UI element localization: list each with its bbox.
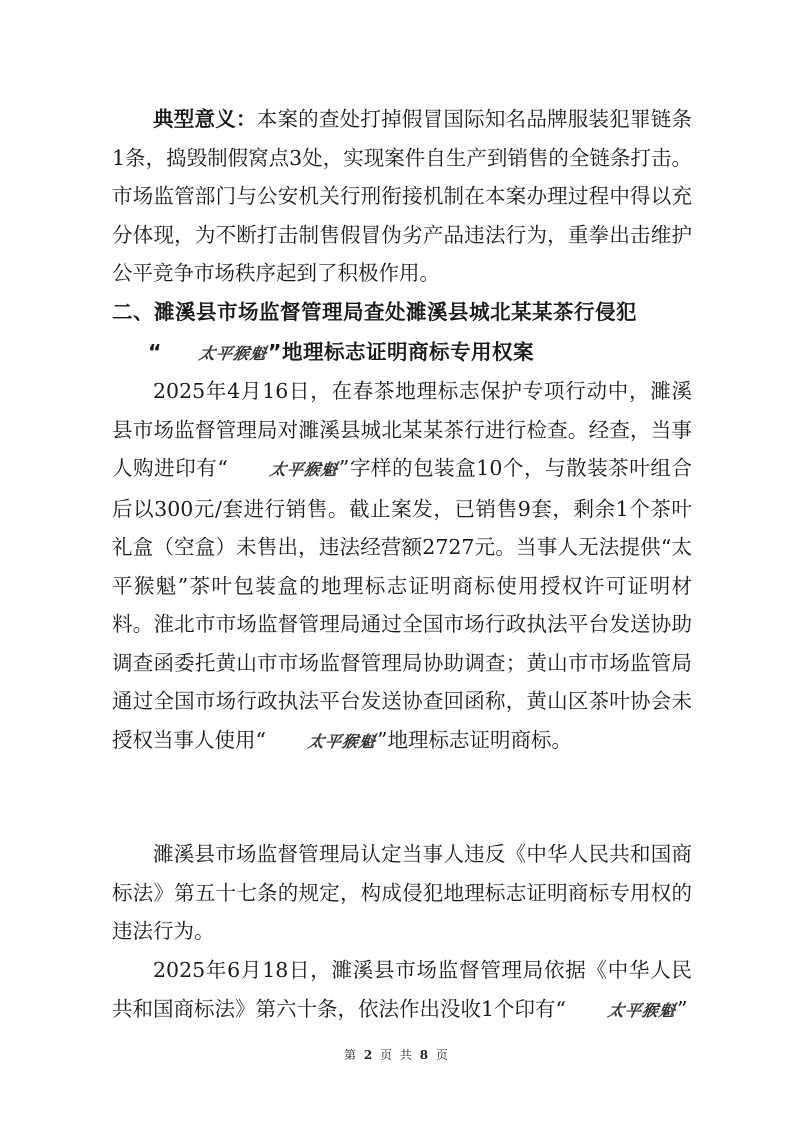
case2-heading-line2 [112,332,712,374]
page-footer [0,1046,794,1063]
case2-facts-paragraph [112,372,692,761]
case2-penalty-paragraph [112,951,692,1030]
penalty-text-a: 2025年6月18日，濉溪县市场监督管理局依据《中华人民共和国商标法》第六十条，依法作出没收1个印有“ [112,958,692,1021]
brand-script-1: 太平猴魁 [268,460,340,479]
footer-page-number: 2 [363,1048,375,1062]
brand-script-3: 太平猴魁 [606,1000,678,1020]
heading-open-quote: “ [148,340,162,364]
heading-close-quote: ” [268,340,282,364]
footer-middle: 页 共 [380,1048,414,1062]
facts-text-c: ”地理标志证明商标。 [377,727,572,752]
case2-heading-line1: 二、濉溪县市场监督管理局查处濉溪县城北某某茶行侵犯 [112,300,637,324]
significance-label: 典型意义： [153,107,257,131]
footer-prefix: 第 [344,1048,359,1062]
brand-script-heading: 太平猴魁 [197,344,269,363]
penalty-text-b: ” [677,996,688,1021]
footer-suffix: 页 [435,1048,450,1062]
case2-determination-paragraph: 濉溪县市场监督管理局认定当事人违反《中华人民共和国商标法》第五十七条的规定，构成侵犯地理标志证明商标专用权的违法行为。 [112,842,692,943]
significance-paragraph [112,100,692,293]
case2-heading [112,292,712,374]
facts-text-a: 2025年4月16日，在春茶地理标志保护专项行动中，濉溪县市场监督管理局对濉溪县城北某某茶行进行检查。经查，当事人购进印有“ [112,379,692,480]
footer-total-pages: 8 [419,1048,431,1062]
brand-script-2: 太平猴魁 [306,731,378,751]
case2-heading-rest: 地理标志证明商标专用权案 [281,340,534,364]
significance-text: 本案的查处打掉假冒国际知名品牌服装犯罪链条1条，捣毁制假窝点3处，实现案件自生产到销售的全链条打击。市场监管部门与公安机关行刑衔接机制在本案办理过程中得以充分体现，为不断打击制售假冒伪劣产品违法行为，重拳出击维护公平竞争市场秩序起到了积极作用。 [112,107,693,285]
facts-text-b: ”字样的包装盒10个，与散装茶叶组合后以300元/套进行销售。截止案发，已销售9套，剩余1个茶叶礼盒（空盒）未售出，违法经营额2727元。当事人无法提供“太平猴魁”茶叶包装盒的地理标志证明商标使用授权许可证明材料。淮北市市场监督管理局通过全国市场行政执法平台发送协助调查函委托黄山市市场监督管理局协助调查；黄山市市场监管局通过全国市场行政执法平台发送协查回函称，黄山区茶叶协会未授权当事人使用“ [112,456,692,752]
